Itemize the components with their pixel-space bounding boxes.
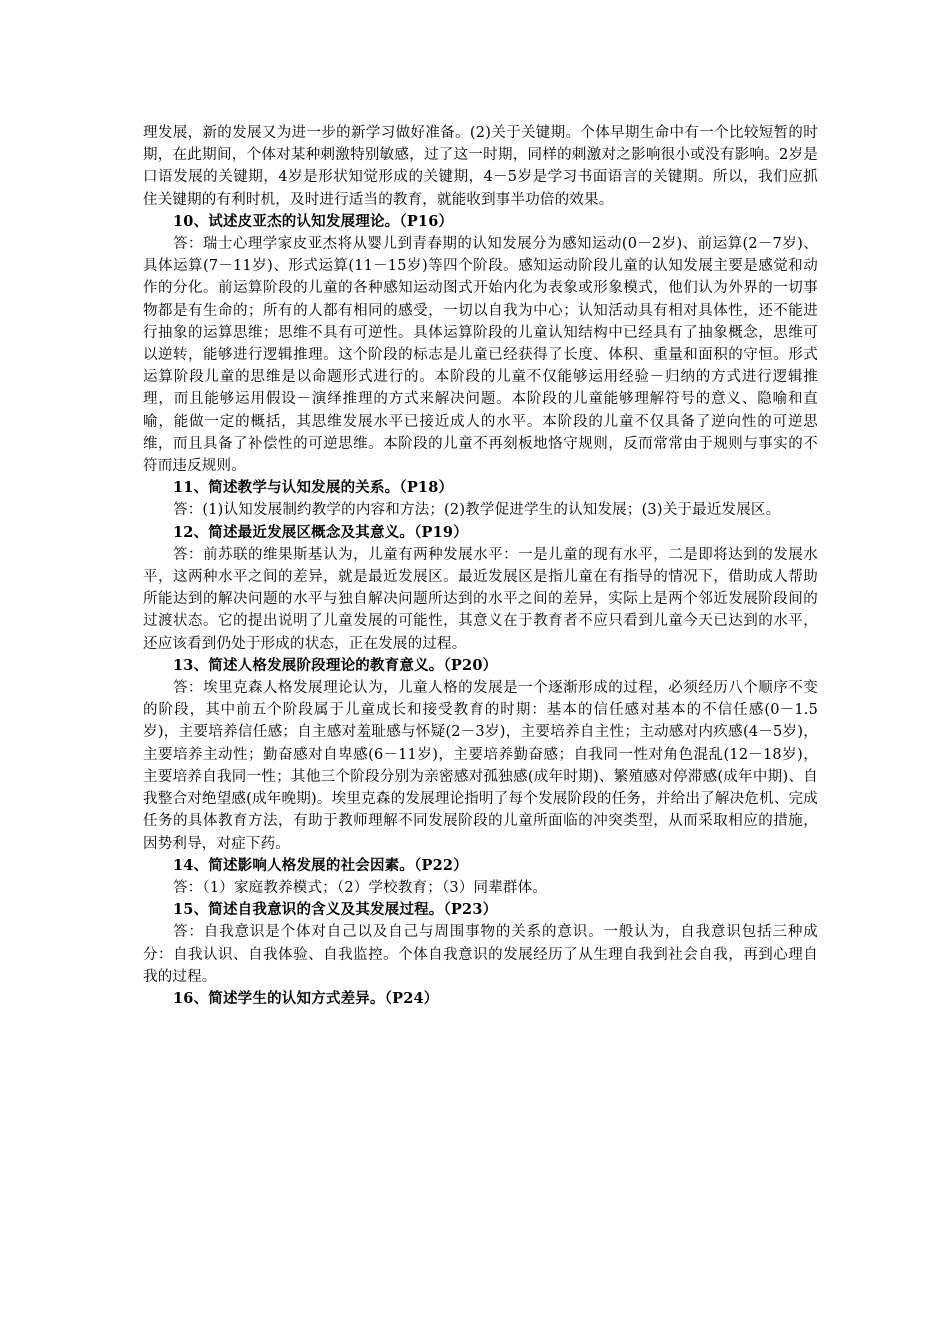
question-heading-13: 13、简述人格发展阶段理论的教育意义。（P20） xyxy=(173,656,498,674)
answer-14: 答：（1）家庭教养模式；（2）学校教育；（3）同辈群体。 xyxy=(173,879,548,896)
paragraph-continuation: 理发展，新的发展又为进一步的新学习做好准备。(2)关于关键期。个体早期生命中有一个比较短暂的时期，在此期间，个体对某种刺激特别敏感，过了这一时期，同样的刺激对之影响很小或没有影响。2岁是口语发展的关键期，4岁是形状知觉形成的关键期，4－5岁是学习书面语言的关键期。所以，我们应抓住关键期的有利时机，及时进行适当的教育，就能收到事半功倍的效果。 xyxy=(143,125,818,208)
question-heading-11: 11、简述教学与认知发展的关系。（P18） xyxy=(173,479,454,497)
answer-13: 答：埃里克森人格发展理论认为，儿童人格的发展是一个逐渐形成的过程，必须经历八个顺序不变的阶段，其中前五个阶段属于儿童成长和接受教育的时期：基本的信任感对基本的不信任感(0－1.5岁)，主要培养信任感；自主感对羞耻感与怀疑(2－3岁)，主要培养自主性；主动感对内疚感(4－5岁)，主要培养主动性；勤奋感对自卑感(6－11岁)，主要培养勤奋感；自我同一性对角色混乱(12－18岁)，主要培养自我同一性；其他三个阶段分别为亲密感对孤独感(成年时期)、繁殖感对停滞感(成年中期)、自我整合对绝望感(成年晚期)。埃里克森的发展理论指明了每个发展阶段的任务，并给出了解决危机、完成任务的具体教育方法，有助于教师理解不同发展阶段的儿童所面临的冲突类型，从而采取相应的措施，因势利导，对症下药。 xyxy=(143,680,818,852)
answer-11: 答：(1)认知发展制约教学的内容和方法；(2)教学促进学生的认知发展；(3)关于最近发展区。 xyxy=(173,502,781,519)
answer-10: 答：瑞士心理学家皮亚杰将从婴儿到青春期的认知发展分为感知运动(0－2岁)、前运算(2－7岁)、具体运算(7－11岁)、形式运算(11－15岁)等四个阶段。感知运动阶段儿童的认知发展主要是感觉和动作的分化。前运算阶段的儿童的各种感知运动图式开始内化为表象或形象模式，他们认为外界的一切事物都是有生命的；所有的人都有相同的感受，一切以自我为中心；认知活动具有相对具体性，还不能进行抽象的运算思维；思维不具有可逆性。具体运算阶段的儿童认知结构中已经具有了抽象概念，思维可以逆转，能够进行逻辑推理。这个阶段的标志是儿童已经获得了长度、体积、重量和面积的守恒。形式运算阶段儿童的思维是以命题形式进行的。本阶段的儿童不仅能够运用经验－归纳的方式进行逻辑推理，而且能够运用假设－演绎推理的方式来解决问题。本阶段的儿童能够理解符号的意义、隐喻和直喻，能做一定的概括，其思维发展水平已接近成人的水平。本阶段的儿童不仅具备了逆向性的可逆思维，而且具备了补偿性的可逆思维。本阶段的儿童不再刻板地恪守规则，反而常常由于规则与事实的不符而违反规则。 xyxy=(143,236,818,475)
document-page xyxy=(143,122,818,1010)
answer-12: 答：前苏联的维果斯基认为，儿童有两种发展水平：一是儿童的现有水平，二是即将达到的发展水平，这两种水平之间的差异，就是最近发展区。最近发展区是指儿童在有指导的情况下，借助成人帮助所能达到的解决问题的水平与独自解决问题所达到的水平之间的差异，实际上是两个邻近发展阶段间的过渡状态。它的提出说明了儿童发展的可能性，其意义在于教育者不应只看到儿童今天已达到的水平，还应该看到仍处于形成的状态，正在发展的过程。 xyxy=(143,546,818,652)
question-heading-16: 16、简述学生的认知方式差异。（P24） xyxy=(173,989,439,1007)
answer-15: 答：自我意识是个体对自己以及自己与周围事物的关系的意识。一般认为，自我意识包括三种成分：自我认识、自我体验、自我监控。个体自我意识的发展经历了从生理自我到社会自我，再到心理自我的过程。 xyxy=(143,924,818,985)
question-heading-15: 15、简述自我意识的含义及其发展过程。（P23） xyxy=(173,901,498,919)
question-heading-12: 12、简述最近发展区概念及其意义。（P19） xyxy=(173,523,468,541)
question-heading-10: 10、试述皮亚杰的认知发展理论。（P16） xyxy=(173,212,454,230)
question-heading-14: 14、简述影响人格发展的社会因素。（P22） xyxy=(173,856,468,874)
